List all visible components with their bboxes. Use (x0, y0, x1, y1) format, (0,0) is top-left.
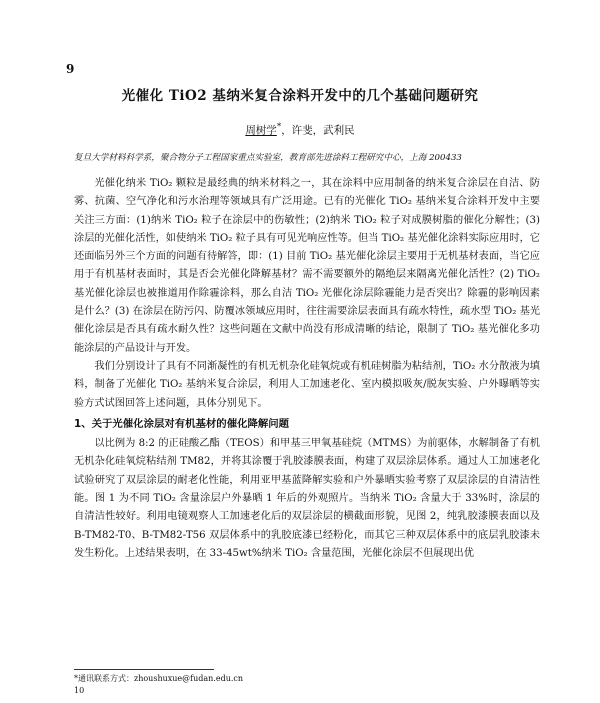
section-1-paragraph: 以比例为 8:2 的正硅酸乙酯（TEOS）和甲基三甲氧基硅烷（MTMS）为前驱体，水解制备了有机无机杂化硅氧烷粘结剂 TM82，并将其涂覆于乳胶漆膜表面，构建了双层涂层体系。通过人工加速老化试验研究了双层涂层的耐老化性能，利用亚甲基蓝降解实验和户外暴晒实验考察了双层涂层的自清洁性能。图 1 为不同 TiO₂ 含量涂层户外暴晒 1 年后的外观照片。当纳米 TiO₂ 含量大于 33%时，涂层的自清洁性较好。利用电镜观察人工加速老化后的双层涂层的横截面形貌，见图 2，纯乳胶漆膜表面以及 B-TM82-T0、B-TM82-T56 双层体系中的乳胶底漆已经粉化，而其它三种双层体系中的底层乳胶漆未发生粉化。上述结果表明，在 33-45wt%纳米 TiO₂ 含量范围，光催化涂层不但展现出优 (74, 438, 540, 559)
other-authors: ，许斐，武利民 (281, 124, 355, 137)
affiliation: 复旦大学材料科学系，聚合物分子工程国家重点实验室，教育部先进涂料工程研究中心，上海 200433 (74, 153, 462, 163)
footnote: *通讯联系方式：zhoushuxue@fudan.edu.cn (74, 674, 244, 683)
abstract-paragraph-1: 光催化纳米 TiO₂ 颗粒是最经典的纳米材料之一，其在涂料中应用制备的纳米复合涂层在自洁、防雾、抗菌、空气净化和污水治理等领域具有广泛用途。已有的光催化 TiO₂ 基纳米复合涂料开发中主要关注三方面：(1)纳米 TiO₂ 粒子在涂层中的伤敏性；(2)纳米 TiO₂ 粒子对成膜树脂的催化分解性；(3) 涂层的光催化活性，如使纳米 TiO₂ 粒子具有可见光响应性等。但当 TiO₂ 基光催化涂料实际应用时，它还面临另外三个方面的问题有待解答，即：(1) 目前 TiO₂ 基光催化涂层主要用于无机基材表面，当它应用于有机基材表面时，其是否会光催化降解基材？需不需要额外的隔绝层来隔离光催化活性？(2) TiO₂ 基光催化涂层也被推道用作除霾涂料，那么自洁 TiO₂ 光催化涂层除霾能力是否突出？除霾的影响因素是什么？(3) 在涂层在防污闪、防覆冰领域应用时，往往需要涂层表面具有疏水特性，疏水型 TiO₂ 基光催化涂层是否具有疏水耐久性？这些问题在文献中尚没有形成清晰的结论，限制了 TiO₂ 基光催化多功能涂层的产品设计与开发。 (74, 178, 540, 354)
paper-title: 光催化 TiO2 基纳米复合涂料开发中的几个基础问题研究 (121, 88, 479, 104)
footnote-divider (74, 669, 214, 670)
section-1-heading: 1、关于光催化涂层对有机基材的催化降解问题 (74, 417, 290, 430)
abstract-paragraph-2: 我们分别设计了具有不同渐凝性的有机无机杂化硅氧烷或有机硅树脂为粘结剂，TiO₂ 水分散液为填料，制备了光催化 TiO₂ 基纳米复合涂层，利用人工加速老化、室内模拟吸灰/脱灰实验、户外曝晒等实验方式试图回答上述问题，具体分别见下。 (74, 360, 540, 409)
paper-body (74, 175, 540, 563)
page-number: 9 (66, 62, 75, 76)
first-author: 周树学 (245, 124, 277, 137)
footer-page-number: 10 (74, 686, 85, 695)
author-line: 周树学*，许斐，武利民 (245, 122, 355, 137)
